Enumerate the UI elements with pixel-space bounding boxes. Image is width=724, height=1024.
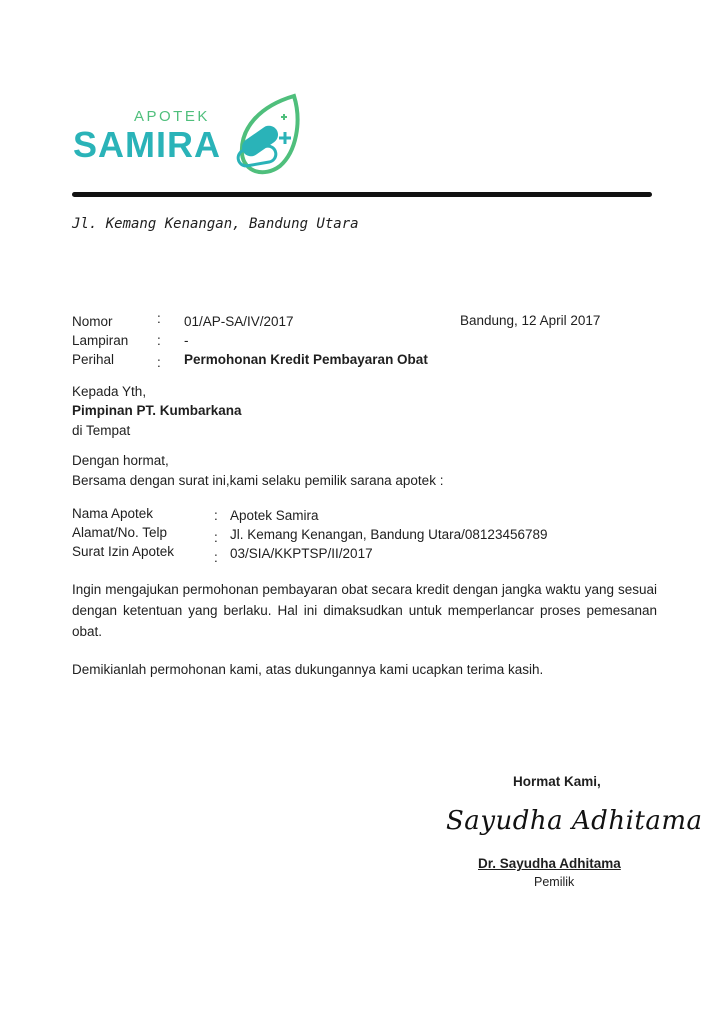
nama-apotek-colon: : (214, 508, 218, 523)
izin-colon: : (214, 550, 218, 565)
nomor-value: 01/AP-SA/IV/2017 (184, 314, 294, 329)
nama-apotek-label: Nama Apotek (72, 506, 154, 521)
perihal-colon: : (157, 355, 161, 370)
nama-apotek-value: Apotek Samira (230, 508, 319, 523)
logo-subtitle: APOTEK (134, 108, 210, 125)
logo-title: SAMIRA (73, 124, 221, 165)
intro-line: Bersama dengan surat ini,kami selaku pemilik sarana apotek : (72, 473, 444, 488)
recipient-greeting: Kepada Yth, (72, 384, 147, 399)
handwritten-signature: Sayudha Adhitama (446, 806, 703, 836)
pharmacy-leaf-capsule-icon (230, 92, 302, 182)
salutation: Dengan hormat, (72, 453, 169, 468)
alamat-colon: : (214, 530, 218, 545)
letterhead-address: Jl. Kemang Kenangan, Bandung Utara (72, 216, 359, 232)
lampiran-colon: : (157, 333, 161, 348)
signatory-name: Dr. Sayudha Adhitama (478, 856, 621, 871)
recipient-location: di Tempat (72, 423, 131, 438)
body-paragraph: Ingin mengajukan permohonan pembayaran obat secara kredit dengan jangka waktu yang sesuai dengan ketentuan yang berlaku. Hal ini dimaksudkan untuk memperlancar proses pemesanan obat. (72, 582, 657, 639)
recipient-name: Pimpinan PT. Kumbarkana (72, 403, 242, 418)
closing-phrase: Hormat Kami, (513, 774, 601, 789)
izin-value: 03/SIA/KKPTSP/II/2017 (230, 546, 373, 561)
closing-paragraph: Demikianlah permohonan kami, atas dukungannya kami ucapkan terima kasih. (72, 662, 544, 677)
lampiran-value: - (184, 333, 189, 348)
nomor-label: Nomor (72, 314, 113, 329)
izin-label: Surat Izin Apotek (72, 544, 175, 559)
perihal-label: Perihal (72, 352, 115, 367)
signatory-title: Pemilik (534, 875, 575, 889)
alamat-value: Jl. Kemang Kenangan, Bandung Utara/08123456789 (230, 527, 548, 542)
alamat-label: Alamat/No. Telp (72, 525, 168, 540)
nomor-colon: : (157, 311, 161, 326)
perihal-value: Permohonan Kredit Pembayaran Obat (184, 352, 428, 367)
place-date: Bandung, 12 April 2017 (460, 313, 601, 328)
lampiran-label: Lampiran (72, 333, 129, 348)
header-divider (72, 192, 652, 197)
